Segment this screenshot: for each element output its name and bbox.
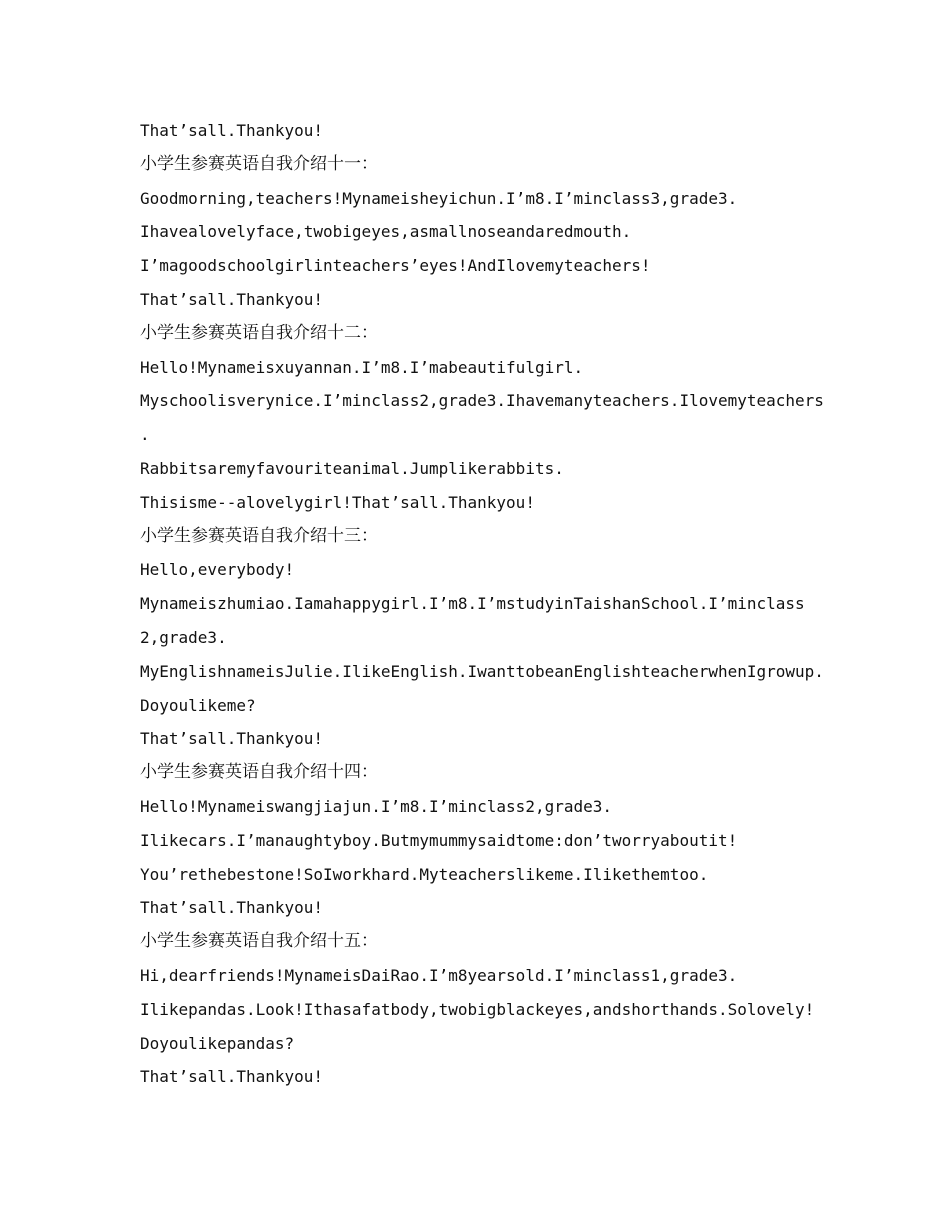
section-heading-12: 小学生参赛英语自我介绍十二： xyxy=(140,322,378,343)
closing-line: That’sall.Thankyou! xyxy=(140,1067,324,1087)
section-heading-11: 小学生参赛英语自我介绍十一： xyxy=(140,153,378,174)
text-line: Ihavealovelyface,twobigeyes,asmallnoseandaredmouth. xyxy=(140,222,632,242)
text-line: You’rethebestone!SoIworkhard.Myteacherslikeme.Ilikethemtoo. xyxy=(140,864,709,884)
text-line: Hello!Mynameiswangjiajun.I’m8.I’minclass2,grade3. xyxy=(140,796,613,816)
section-heading-13: 小学生参赛英语自我介绍十三： xyxy=(140,525,378,546)
text-line: Thisisme--alovelygirl!That’sall.Thankyou! xyxy=(140,492,535,512)
text-line: Mynameiszhumiao.Iamahappygirl.I’m8.I’mstudyinTaishanSchool.I’minclass xyxy=(140,594,805,614)
text-line: Hello,everybody! xyxy=(140,560,295,580)
closing-line: That’sall.Thankyou! xyxy=(140,898,324,918)
text-line: Ilikecars.I’manaughtyboy.Butmymummysaidtome:don’tworryaboutit! xyxy=(140,830,738,850)
document-body xyxy=(140,114,824,1094)
text-line: Doyoulikeme? xyxy=(140,695,256,715)
section-heading-15: 小学生参赛英语自我介绍十五： xyxy=(140,931,378,952)
text-line: MyEnglishnameisJulie.IlikeEnglish.IwanttobeanEnglishteacherwhenIgrowup. xyxy=(140,661,824,681)
text-line: Hello!Mynameisxuyannan.I’m8.I’mabeautifulgirl. xyxy=(140,357,584,377)
closing-line: That’sall.Thankyou! xyxy=(140,121,324,140)
text-line: Rabbitsaremyfavouriteanimal.Jumplikerabbits. xyxy=(140,458,564,478)
text-line-continuation: . xyxy=(140,425,150,445)
closing-line: That’sall.Thankyou! xyxy=(140,289,324,309)
text-line: Doyoulikepandas? xyxy=(140,1033,295,1053)
closing-line: That’sall.Thankyou! xyxy=(140,729,324,749)
text-line-continuation: 2,grade3. xyxy=(140,627,227,647)
text-line: I’magoodschoolgirlinteachers’eyes!AndIlovemyteachers! xyxy=(140,256,651,276)
text-line: Hi,dearfriends!MynameisDaiRao.I’m8yearsold.I’minclass1,grade3. xyxy=(140,965,738,985)
section-heading-14: 小学生参赛英语自我介绍十四： xyxy=(140,762,378,783)
text-line: Goodmorning,teachers!Mynameisheyichun.I’m8.I’minclass3,grade3. xyxy=(140,188,738,208)
text-line: Myschoolisverynice.I’minclass2,grade3.Ihavemanyteachers.Ilovemyteachers xyxy=(140,391,824,411)
text-line: Ilikepandas.Look!Ithasafatbody,twobigblackeyes,andshorthands.Solovely! xyxy=(140,999,815,1019)
